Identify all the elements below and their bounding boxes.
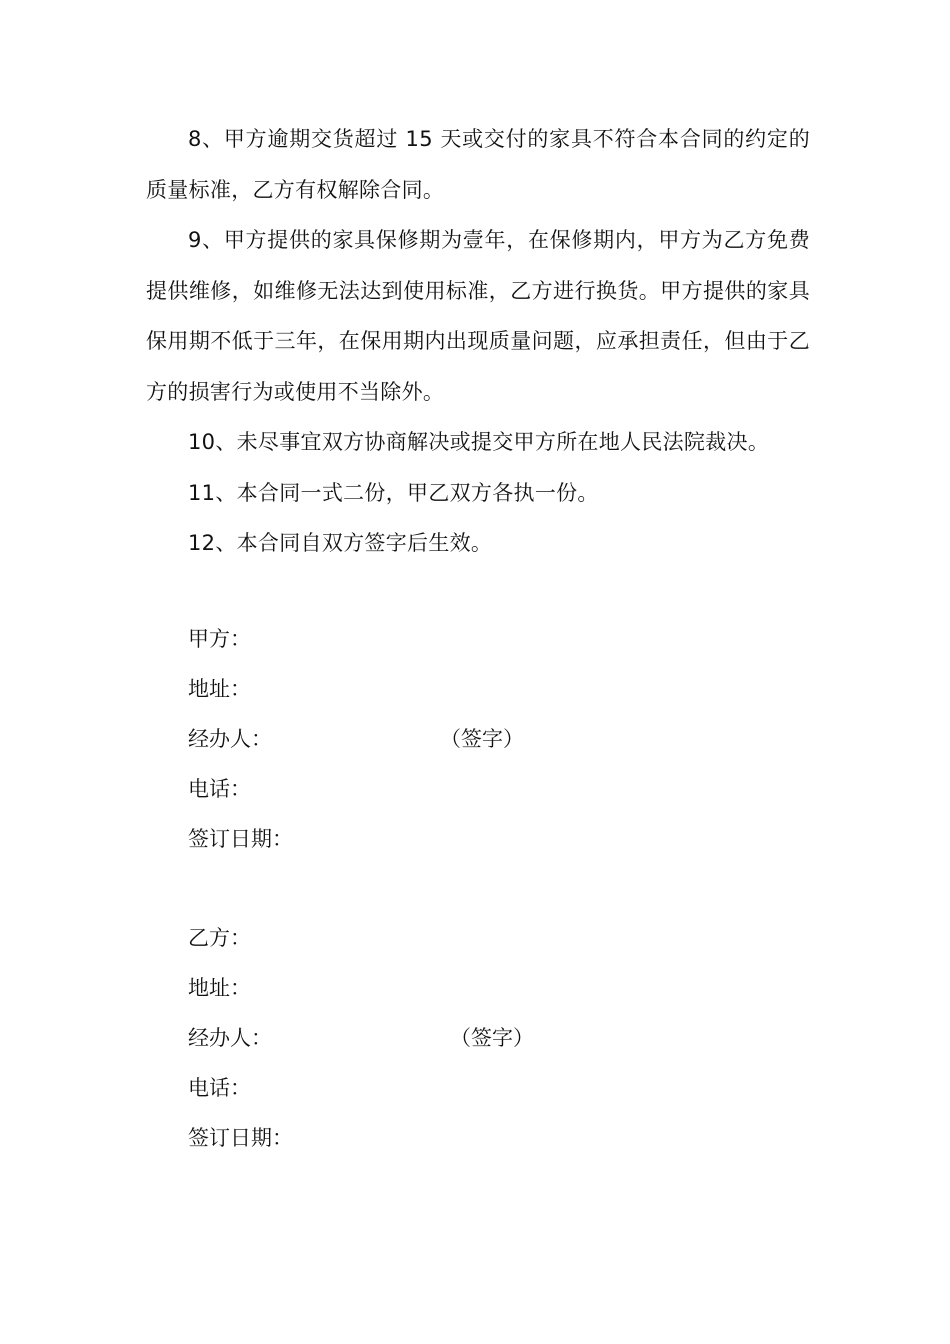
party-b-signature-block xyxy=(188,913,748,1163)
party-a-date-label: 签订日期： xyxy=(188,827,293,851)
party-b-date-label: 签订日期： xyxy=(188,1126,293,1150)
party-a-phone-label: 电话： xyxy=(188,777,251,801)
clause-10: 10、未尽事宜双方协商解决或提交甲方所在地人民法院裁决。 xyxy=(188,430,770,454)
party-a-signature-note: （签字） xyxy=(440,727,524,751)
party-a-agent-label: 经办人： xyxy=(188,727,272,751)
party-b-agent-label: 经办人： xyxy=(188,1026,272,1050)
party-b-signature-note: （签字） xyxy=(450,1026,534,1050)
party-b-phone-label: 电话： xyxy=(188,1076,251,1100)
contract-clauses xyxy=(146,114,810,569)
party-a-address-label: 地址： xyxy=(188,677,251,701)
clause-9: 9、甲方提供的家具保修期为壹年，在保修期内，甲方为乙方免费提供维修，如维修无法达到使用标准，乙方进行换货。甲方提供的家具保用期不低于三年，在保用期内出现质量问题，应承担责任，但由于乙方的损害行为或使用不当除外。 xyxy=(146,228,810,404)
party-b-label: 乙方： xyxy=(188,926,251,950)
party-a-label: 甲方： xyxy=(188,627,251,651)
clause-8: 8、甲方逾期交货超过 15 天或交付的家具不符合本合同的约定的质量标准，乙方有权解除合同。 xyxy=(146,127,810,202)
party-b-agent-line xyxy=(188,1013,748,1063)
clause-12: 12、本合同自双方签字后生效。 xyxy=(188,531,493,555)
party-b-address-label: 地址： xyxy=(188,976,251,1000)
clause-11: 11、本合同一式二份，甲乙双方各执一份。 xyxy=(188,480,599,505)
party-a-agent-line xyxy=(188,714,748,764)
party-a-signature-block xyxy=(188,614,748,864)
